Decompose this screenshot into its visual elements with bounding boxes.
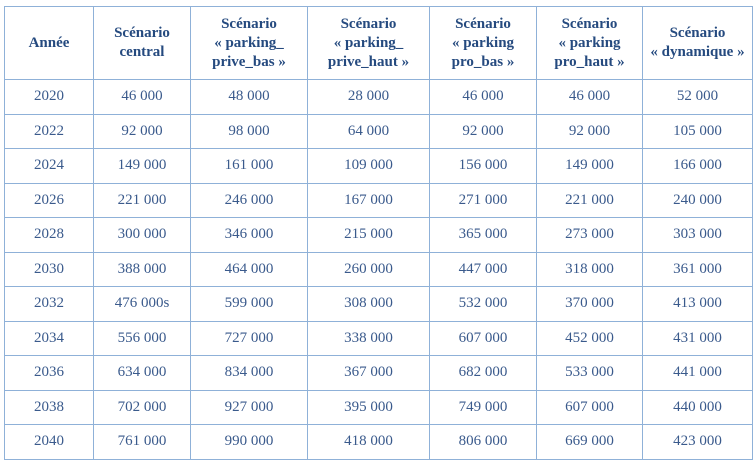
value-cell: 92 000 <box>94 114 191 149</box>
year-cell: 2030 <box>5 252 94 287</box>
column-header-line: pro_bas » <box>451 53 515 70</box>
value-cell: 300 000 <box>94 218 191 253</box>
value-cell: 413 000 <box>643 287 753 322</box>
value-cell: 533 000 <box>537 356 643 391</box>
column-header-line: prive_bas » <box>212 53 286 70</box>
value-cell: 215 000 <box>308 218 430 253</box>
column-header-line: « parking_ <box>214 34 284 51</box>
value-cell: 423 000 <box>643 425 753 460</box>
column-header-line: « parking <box>451 34 515 51</box>
year-cell: 2028 <box>5 218 94 253</box>
year-cell: 2040 <box>5 425 94 460</box>
value-cell: 634 000 <box>94 356 191 391</box>
column-header-line: Scénario <box>221 15 277 32</box>
value-cell: 48 000 <box>191 80 308 115</box>
value-cell: 92 000 <box>537 114 643 149</box>
table-row <box>5 218 753 253</box>
value-cell: 308 000 <box>308 287 430 322</box>
value-cell: 161 000 <box>191 149 308 184</box>
column-header-line: « parking_ <box>333 34 404 51</box>
value-cell: 607 000 <box>537 390 643 425</box>
value-cell: 346 000 <box>191 218 308 253</box>
value-cell: 761 000 <box>94 425 191 460</box>
column-header-6 <box>643 7 753 80</box>
year-cell: 2038 <box>5 390 94 425</box>
table-row <box>5 149 753 184</box>
value-cell: 166 000 <box>643 149 753 184</box>
table-row <box>5 321 753 356</box>
year-cell: 2034 <box>5 321 94 356</box>
column-header-line: pro_haut » <box>554 53 625 70</box>
value-cell: 109 000 <box>308 149 430 184</box>
value-cell: 727 000 <box>191 321 308 356</box>
value-cell: 303 000 <box>643 218 753 253</box>
value-cell: 167 000 <box>308 183 430 218</box>
value-cell: 418 000 <box>308 425 430 460</box>
column-header-line: Scénario <box>114 25 170 41</box>
column-header-line: « dynamique » <box>650 44 745 60</box>
value-cell: 46 000 <box>537 80 643 115</box>
column-header-line: prive_haut » <box>327 53 410 70</box>
table-row <box>5 252 753 287</box>
value-cell: 806 000 <box>430 425 537 460</box>
value-cell: 46 000 <box>94 80 191 115</box>
table-header <box>5 7 753 80</box>
value-cell: 367 000 <box>308 356 430 391</box>
column-header-line: Scénario <box>340 15 397 32</box>
value-cell: 105 000 <box>643 114 753 149</box>
value-cell: 464 000 <box>191 252 308 287</box>
value-cell: 221 000 <box>537 183 643 218</box>
table-row <box>5 114 753 149</box>
year-cell: 2032 <box>5 287 94 322</box>
value-cell: 156 000 <box>430 149 537 184</box>
value-cell: 92 000 <box>430 114 537 149</box>
column-header-line: Scénario <box>455 15 511 32</box>
year-cell: 2022 <box>5 114 94 149</box>
value-cell: 607 000 <box>430 321 537 356</box>
value-cell: 431 000 <box>643 321 753 356</box>
column-header-line: central <box>119 44 165 60</box>
value-cell: 260 000 <box>308 252 430 287</box>
value-cell: 64 000 <box>308 114 430 149</box>
year-cell: 2020 <box>5 80 94 115</box>
value-cell: 52 000 <box>643 80 753 115</box>
table-row <box>5 356 753 391</box>
year-cell: 2036 <box>5 356 94 391</box>
column-header-4 <box>430 7 537 80</box>
value-cell: 338 000 <box>308 321 430 356</box>
value-cell: 990 000 <box>191 425 308 460</box>
value-cell: 28 000 <box>308 80 430 115</box>
value-cell: 441 000 <box>643 356 753 391</box>
value-cell: 370 000 <box>537 287 643 322</box>
column-header-5 <box>537 7 643 80</box>
value-cell: 149 000 <box>94 149 191 184</box>
column-header-line: Scénario <box>669 25 726 41</box>
value-cell: 447 000 <box>430 252 537 287</box>
value-cell: 749 000 <box>430 390 537 425</box>
column-header-line: Année <box>28 34 70 51</box>
column-header-3 <box>308 7 430 80</box>
scenario-table <box>4 6 753 460</box>
column-header-line: Scénario <box>561 15 618 32</box>
table-row <box>5 390 753 425</box>
value-cell: 240 000 <box>643 183 753 218</box>
value-cell: 221 000 <box>94 183 191 218</box>
value-cell: 682 000 <box>430 356 537 391</box>
value-cell: 273 000 <box>537 218 643 253</box>
table-row <box>5 183 753 218</box>
value-cell: 46 000 <box>430 80 537 115</box>
header-row <box>5 7 753 80</box>
column-header-1 <box>94 7 191 80</box>
value-cell: 388 000 <box>94 252 191 287</box>
value-cell: 440 000 <box>643 390 753 425</box>
value-cell: 834 000 <box>191 356 308 391</box>
value-cell: 452 000 <box>537 321 643 356</box>
value-cell: 271 000 <box>430 183 537 218</box>
value-cell: 149 000 <box>537 149 643 184</box>
table-row <box>5 425 753 460</box>
value-cell: 98 000 <box>191 114 308 149</box>
value-cell: 476 000s <box>94 287 191 322</box>
value-cell: 556 000 <box>94 321 191 356</box>
value-cell: 365 000 <box>430 218 537 253</box>
column-header-2 <box>191 7 308 80</box>
value-cell: 532 000 <box>430 287 537 322</box>
table-row <box>5 287 753 322</box>
column-header-line: « parking <box>558 34 621 51</box>
value-cell: 927 000 <box>191 390 308 425</box>
year-cell: 2024 <box>5 149 94 184</box>
column-header-0 <box>5 7 94 80</box>
table-row <box>5 80 753 115</box>
value-cell: 246 000 <box>191 183 308 218</box>
table-body <box>5 80 753 460</box>
value-cell: 361 000 <box>643 252 753 287</box>
value-cell: 599 000 <box>191 287 308 322</box>
value-cell: 702 000 <box>94 390 191 425</box>
year-cell: 2026 <box>5 183 94 218</box>
value-cell: 318 000 <box>537 252 643 287</box>
value-cell: 669 000 <box>537 425 643 460</box>
value-cell: 395 000 <box>308 390 430 425</box>
